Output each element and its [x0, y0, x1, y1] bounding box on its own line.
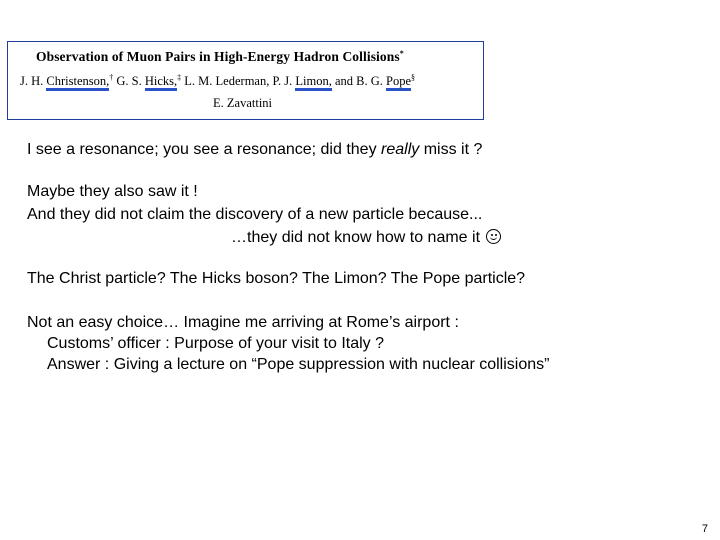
- body-line-answer: Answer : Giving a lecture on “Pope suppression with nuclear collisions”: [47, 356, 550, 373]
- line-text: miss it ?: [419, 141, 483, 158]
- body-line-particle-names: The Christ particle? The Hicks boson? The Limon? The Pope particle?: [27, 270, 526, 287]
- body-line-name: [231, 229, 501, 247]
- emphasis-really: really: [381, 141, 420, 158]
- body-line-choice: Not an easy choice… Imagine me arriving at Rome’s airport :: [27, 314, 459, 331]
- page-number: 7: [701, 523, 708, 535]
- author-initials: G. S.: [113, 74, 145, 88]
- author-text: L. M. Lederman, P. J.: [181, 74, 296, 88]
- footnote-mark: ‡: [177, 73, 182, 82]
- paper-authors-line-2: E. Zavattini: [213, 96, 273, 110]
- footnote-mark: †: [109, 73, 114, 82]
- paper-title: [36, 49, 404, 65]
- paper-authors-line: [20, 73, 415, 89]
- line-text: …they did not know how to name it: [231, 229, 481, 246]
- author-pope: Pope: [386, 74, 411, 91]
- body-line-claim: And they did not claim the discovery of a new particle because...: [27, 206, 483, 223]
- body-line-maybe: Maybe they also saw it !: [27, 183, 198, 200]
- footnote-mark: §: [411, 73, 416, 82]
- smiley-face-icon: [486, 229, 501, 244]
- paper-title-footnote-mark: *: [399, 49, 404, 58]
- author-hicks: Hicks,: [145, 74, 177, 91]
- author-limon: Limon,: [295, 74, 331, 91]
- line-text: I see a resonance; you see a resonance; did they: [27, 141, 382, 158]
- author-christenson: Christenson,: [46, 74, 109, 91]
- author-initials: J. H.: [20, 74, 47, 88]
- paper-header-image: [7, 41, 484, 120]
- body-line-customs: Customs’ officer : Purpose of your visit to Italy ?: [47, 335, 385, 352]
- paper-title-text: Observation of Muon Pairs in High-Energy Hadron Collisions: [36, 49, 400, 64]
- body-line-resonance: [27, 141, 482, 159]
- author-text: and B. G.: [331, 74, 387, 88]
